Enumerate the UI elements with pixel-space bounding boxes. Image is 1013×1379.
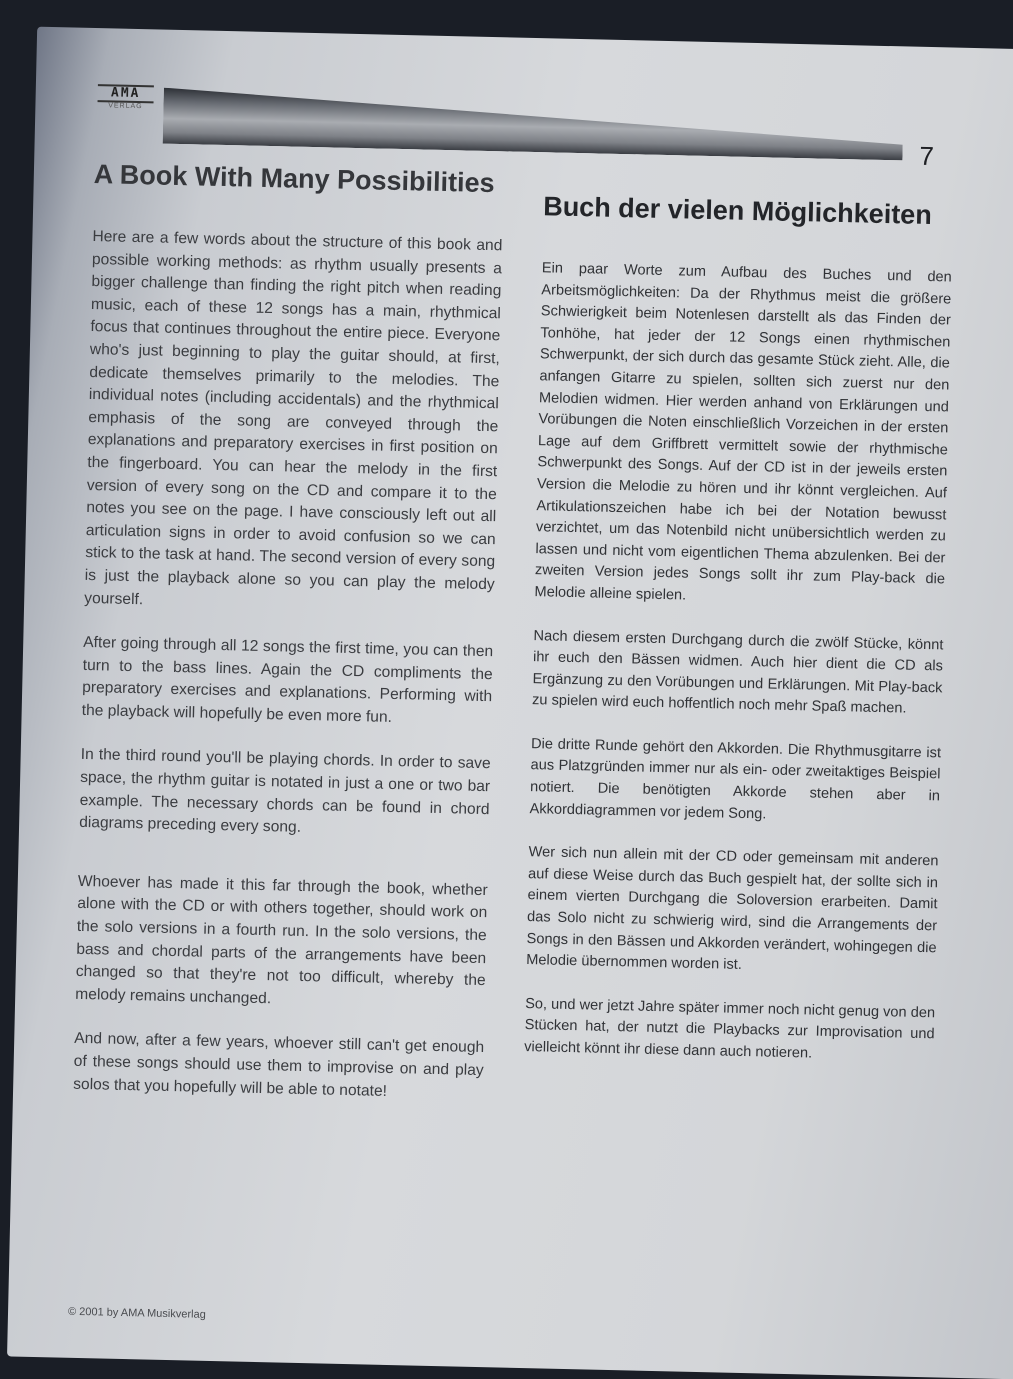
english-paragraph-4: Whoever has made it this far through the book, whether alone with the CD or with others together, should work on the solo versions in a fourth run. In the solo versions, the bass and chordal parts of the arrangements have been changed so that they're not too difficult, whereby the melody remains unchanged. <box>75 872 488 1008</box>
english-column <box>72 156 504 1127</box>
english-paragraph-3: In the third round you'll be playing chords. In order to save space, the rhythm guitar is notated in just a one or two bar example. The necessary chords can be found in chord diagrams preceding every song. <box>78 746 491 837</box>
english-paragraph-5: And now, after a few years, whoever still can't get enough of these songs should use them to improvise on and play solos that you hopefully will be able to notate! <box>73 1030 485 1100</box>
copyright-footer: © 2001 by AMA Musikverlag <box>67 1305 206 1321</box>
german-paragraph-4: Wer sich nun allein mit der CD oder gemeinsam mit anderen auf diese Weise durch das Buch gespielt hat, der sollte sich in einem vierten Durchgang die Soloversion erarbeiten. Damit das Solo nicht zu schwierig wird, sind die Arrangements der Songs in den Bässen und Akkorden verändert, wohingegen die Melodie übernommen worden ist. <box>525 844 939 974</box>
book-page <box>7 27 1013 1379</box>
english-paragraph-2: After going through all 12 songs the first time, you can then turn to the bass lines. Again the CD compliments the preparatory exercises and explanations. Performing with the playback will hopefully be even more fun. <box>81 634 494 726</box>
german-paragraph-5: So, und wer jetzt Jahre später immer noch nicht genug von den Stücken hat, der nutzt die Playbacks zur Improvisation und vielleicht könnt ihr diese dann auch notieren. <box>524 995 936 1062</box>
german-paragraph-1: Ein paar Worte zum Aufbau des Buches und den Arbeitsmöglichkeiten: Da der Rhythmus meist die größere Schwierigkeit beim Notenlesen darstellt als das Finden der Tonhöhe, hat jeder der 12 Songs einen rhythmischen Schwerpunkt, der sich durch das gesamte Stück zieht. Alle, die anfangen Gitarre zu spielen, sollten sich zuerst nur den Melodien widmen. Hier werden anhand von Erklärungen und Vorübungen die Noten einschließlich Vorzeichen in der ersten Lage auf dem Griffbrett vermittelt sowie der rhythmische Schwerpunkt des Songs. Auf der CD ist in der jeweils ersten Version die Melodie zu hören und ihr könnt vergleichen. Auf Artikulationszeichen habe ich bei der Notation bewusst verzichtet, um das Notenbild nicht unübersichtlich werden zu lassen und nicht vom eigentlichen Thema abzulenken. Bei der zweiten Version jedes Songs sollt ihr zum Play-back die Melodie alleine spielen. <box>534 260 952 604</box>
publisher-logo <box>97 84 154 111</box>
german-heading: Buch der vielen Möglichkeiten <box>542 191 933 231</box>
logo-letters: AMA <box>98 84 154 103</box>
english-paragraph-1: Here are a few words about the structure of this book and possible working methods: as rhythm usually presents a bigger challenge than finding the right pitch when reading music, each of these 12 songs has a main, rhythmical focus that continues throughout the entire piece. Everyone who's just beginning to play the guitar should, at first, dedicate themselves primarily to the melodies. The individual notes (including accidentals) and the rhythmical emphasis of the song are conveyed through the explanations and preparatory exercises in first position on the fingerboard. You can hear the melody in the first version of every song on the CD and compare it to the notes you see on the page. I have consciously left out all articulation signs in order to avoid confusion so we can stick to the task at hand. The second version of every song is just the playback alone so you can play the melody yourself. <box>84 228 503 608</box>
german-column <box>523 188 953 1090</box>
header-bar <box>163 88 904 161</box>
german-paragraph-3: Die dritte Runde gehört den Akkorden. Die Rhythmusgitarre ist aus Platzgründen immer nur als ein- oder zweitaktiges Beispiel notiert. Die benötigten Akkorde stehen aber in Akkorddiagrammen vor jedem Song. <box>529 735 942 823</box>
english-heading: A Book With Many Possibilities <box>93 159 495 199</box>
page-number: 7 <box>919 140 935 172</box>
logo-subtitle: VERLAG <box>108 102 143 111</box>
german-paragraph-2: Nach diesem ersten Durchgang durch die zwölf Stücke, könnt ihr euch den Bässen widmen. Auch hier dient die CD als Ergänzung zu den Vorübungen und Erklärungen. Mit Play-back zu spielen wird euch hoffentlich noch mehr Spaß machen. <box>531 627 944 717</box>
